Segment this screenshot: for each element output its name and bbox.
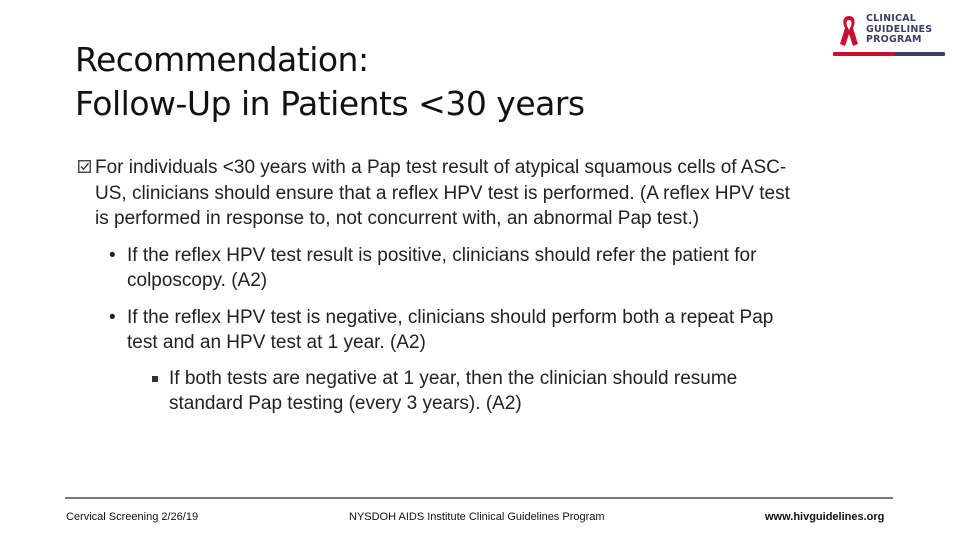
sub-sub-bullet (150, 366, 798, 417)
clinical-guidelines-program-logo (833, 12, 945, 60)
bullet-dot-icon: • (109, 306, 116, 328)
slide-title-line-1: Recommendation: (75, 40, 369, 79)
main-bullet-text: For individuals <30 years with a Pap test result of atypical squamous cells of ASC-US, clinicians should ensure that a reflex HPV test is performed. (A reflex HPV test is performed in response to, not concurrent with, an abnormal Pap test.) (95, 157, 790, 229)
footer-left-text: Cervical Screening 2/26/19 (66, 511, 199, 523)
slide-body (78, 155, 798, 417)
slide-title-line-2: Follow-Up in Patients <30 years (75, 84, 585, 123)
sub-bullet (109, 243, 798, 294)
sub-sub-bullet-text: If both tests are negative at 1 year, then the clinician should resume standard Pap testing (every 3 years). (A2) (169, 367, 738, 414)
bullet-square-icon (152, 376, 158, 382)
slide-title (75, 38, 585, 126)
main-bullet (78, 155, 798, 232)
bullet-dot-icon: • (109, 244, 116, 266)
logo-text-line-2: GUIDELINES (866, 23, 933, 35)
checkbox-checked-icon (78, 160, 91, 173)
sub-bullet-text: If the reflex HPV test result is positive, clinicians should refer the patient for colposcopy. (A2) (127, 244, 757, 291)
red-ribbon-icon (837, 14, 861, 50)
logo-color-bar (833, 52, 945, 56)
sub-bullet (109, 305, 798, 356)
footer-divider (65, 497, 893, 499)
sub-bullet-text: If the reflex HPV test is negative, clinicians should perform both a repeat Pap test and an HPV test at 1 year. (A2) (127, 306, 774, 353)
logo-text-line-3: PROGRAM (866, 34, 922, 45)
logo-text-line-1: CLINICAL (866, 13, 917, 24)
footer-website-link[interactable]: www.hivguidelines.org (765, 511, 885, 523)
logo-text (866, 14, 932, 46)
footer-center-text: NYSDOH AIDS Institute Clinical Guidelines Program (349, 511, 605, 523)
